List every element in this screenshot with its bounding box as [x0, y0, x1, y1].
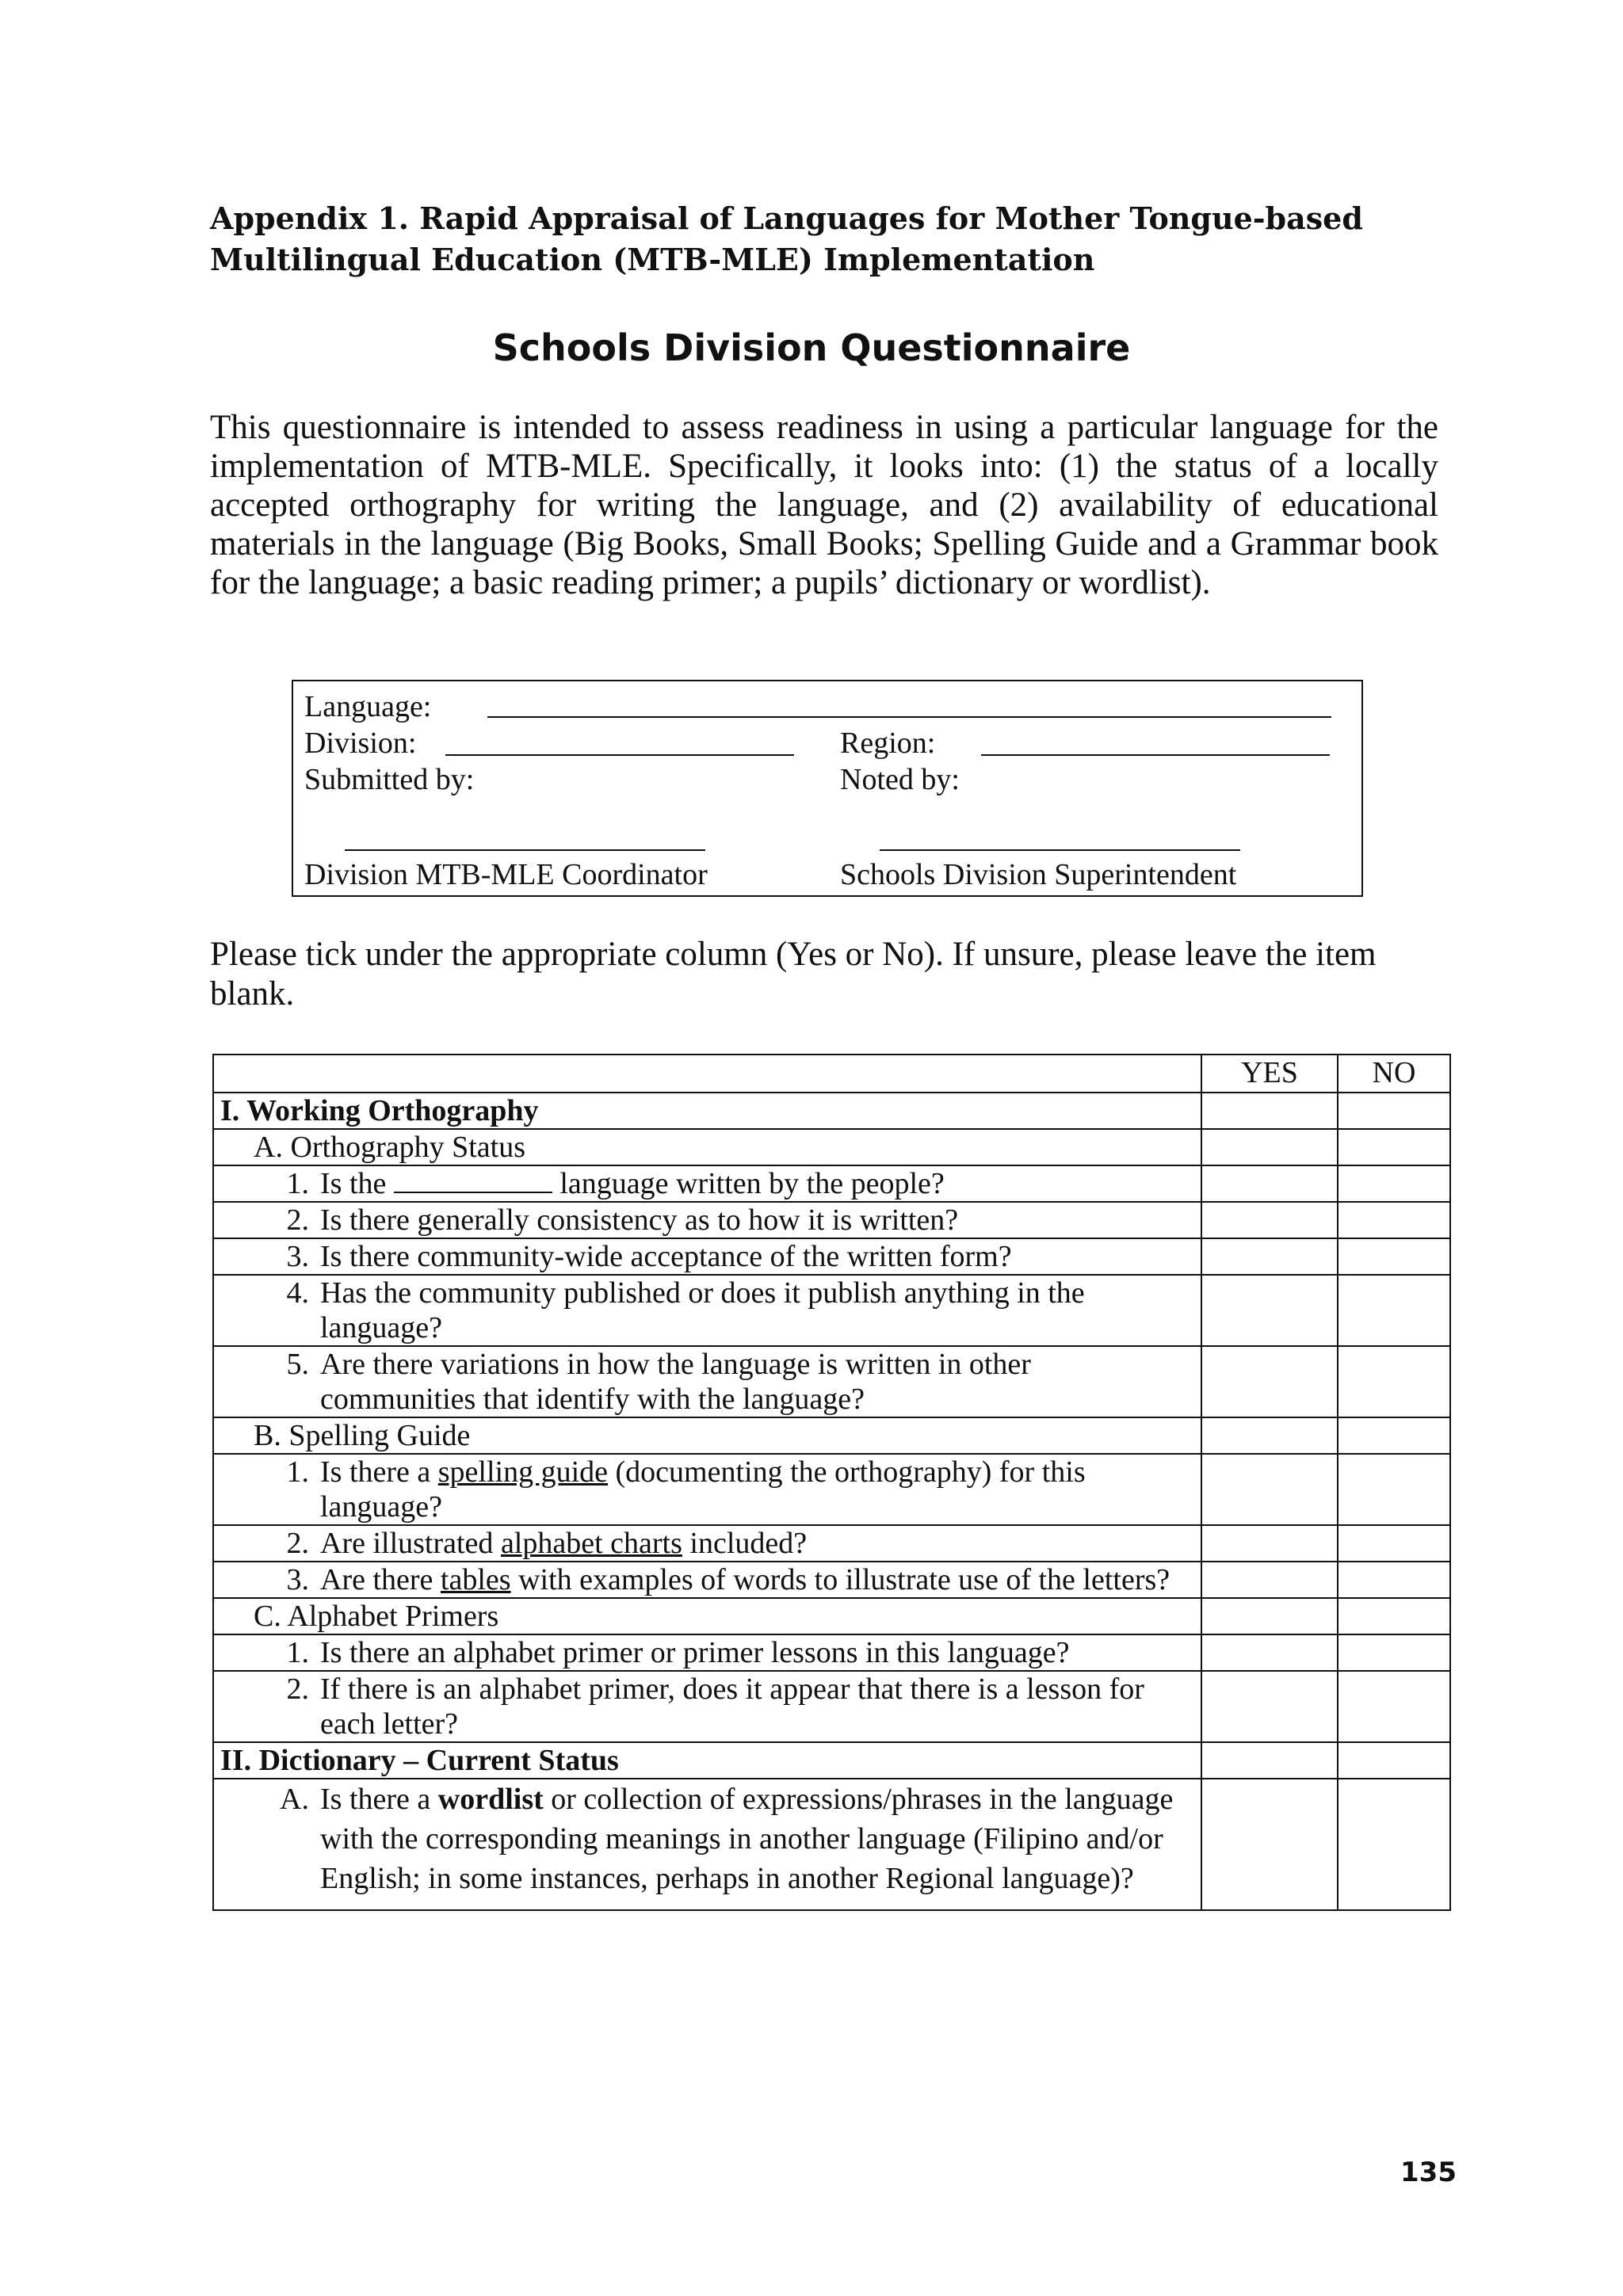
- section-row: [213, 1093, 1450, 1129]
- yes-checkbox[interactable]: [1201, 1742, 1338, 1779]
- question-number: 1.: [286, 1455, 309, 1489]
- question-number: 5.: [286, 1348, 309, 1381]
- yes-checkbox[interactable]: [1201, 1346, 1338, 1417]
- yes-checkbox[interactable]: [1201, 1275, 1338, 1346]
- yes-checkbox[interactable]: [1201, 1417, 1338, 1454]
- division-label: Division:: [304, 727, 417, 760]
- yes-checkbox[interactable]: [1201, 1598, 1338, 1634]
- no-checkbox[interactable]: [1338, 1202, 1450, 1238]
- region-field[interactable]: [981, 754, 1330, 756]
- yes-checkbox[interactable]: [1201, 1238, 1338, 1275]
- no-checkbox[interactable]: [1338, 1093, 1450, 1129]
- question-text: Is the language written by the people?: [320, 1167, 945, 1200]
- no-checkbox[interactable]: [1338, 1454, 1450, 1525]
- submission-info-box: [292, 680, 1363, 897]
- question-row: [213, 1562, 1450, 1598]
- question-text: Is there generally consistency as to how it is written?: [320, 1203, 959, 1237]
- yes-checkbox[interactable]: [1201, 1562, 1338, 1598]
- question-text: Are illustrated alphabet charts included?: [320, 1527, 808, 1560]
- yes-checkbox[interactable]: [1201, 1525, 1338, 1562]
- question-row: [213, 1275, 1450, 1346]
- instructions-paragraph: Please tick under the appropriate column (Yes or No). If unsure, please leave the item blank.: [210, 936, 1377, 1013]
- question-number: 2.: [286, 1672, 309, 1706]
- no-checkbox[interactable]: [1338, 1525, 1450, 1562]
- division-field[interactable]: [445, 754, 794, 756]
- noted-by-label: Noted by:: [840, 763, 960, 796]
- subsection-spelling-guide: B. Spelling Guide: [254, 1419, 471, 1452]
- section-dictionary-status: II. Dictionary – Current Status: [220, 1744, 619, 1777]
- question-text: Has the community published or does it publish anything in the language?: [320, 1276, 1085, 1344]
- section-row: [213, 1742, 1450, 1779]
- region-label: Region:: [840, 727, 936, 760]
- yes-checkbox[interactable]: [1201, 1779, 1338, 1910]
- superintendent-signature-line[interactable]: [880, 849, 1240, 851]
- no-column-header: NO: [1338, 1055, 1450, 1093]
- question-text: Is there a spelling guide (documenting the orthography) for this language?: [320, 1455, 1086, 1524]
- intro-paragraph: This questionnaire is intended to assess readiness in using a particular language for the implementation of MTB-MLE. Specifically, it looks into: (1) the status of a locally accepted orthography for writing the language, and (2) availability of educational materials in the language (Big Books, Small Books; Spelling Guide and a Grammar book for the language; a basic reading primer; a pupils’ dictionary or wordlist).: [210, 409, 1438, 601]
- no-checkbox[interactable]: [1338, 1562, 1450, 1598]
- no-checkbox[interactable]: [1338, 1129, 1450, 1165]
- yes-checkbox[interactable]: [1201, 1093, 1338, 1129]
- no-checkbox[interactable]: [1338, 1417, 1450, 1454]
- table-header-row: [213, 1055, 1450, 1093]
- subsection-row: [213, 1129, 1450, 1165]
- yes-checkbox[interactable]: [1201, 1129, 1338, 1165]
- page-number: 135: [1400, 2157, 1457, 2188]
- questionnaire-table: [212, 1054, 1451, 1911]
- question-row: [213, 1238, 1450, 1275]
- language-label: Language:: [304, 690, 432, 723]
- coordinator-signature-line[interactable]: [345, 849, 705, 851]
- subsection-row: [213, 1417, 1450, 1454]
- question-row: [213, 1525, 1450, 1562]
- appendix-heading: Appendix 1. Rapid Appraisal of Languages for Mother Tongue-based Multilingual Education (MTB-MLE) Implementation: [210, 200, 1363, 277]
- header-blank-cell: [213, 1055, 1201, 1093]
- question-number: 1.: [286, 1167, 309, 1200]
- yes-checkbox[interactable]: [1201, 1202, 1338, 1238]
- question-number: 3.: [286, 1563, 309, 1596]
- question-text: Is there an alphabet primer or primer lessons in this language?: [320, 1636, 1070, 1669]
- question-text: Is there a wordlist or collection of expressions/phrases in the language with the corresponding meanings in another language (Filipino and/or English; in some instances, perhaps in another Regional language)?: [320, 1783, 1174, 1895]
- no-checkbox[interactable]: [1338, 1165, 1450, 1202]
- question-row: [213, 1779, 1450, 1910]
- question-row: [213, 1202, 1450, 1238]
- no-checkbox[interactable]: [1338, 1275, 1450, 1346]
- no-checkbox[interactable]: [1338, 1598, 1450, 1634]
- question-text: Are there variations in how the language is written in other communities that identify with the language?: [320, 1348, 1031, 1416]
- question-row: [213, 1165, 1450, 1202]
- coordinator-label: Division MTB-MLE Coordinator: [304, 858, 708, 891]
- no-checkbox[interactable]: [1338, 1671, 1450, 1742]
- question-row: [213, 1454, 1450, 1525]
- submitted-by-label: Submitted by:: [304, 763, 475, 796]
- question-number: 3.: [286, 1240, 309, 1273]
- question-number: A.: [280, 1783, 309, 1816]
- subsection-orthography-status: A. Orthography Status: [254, 1131, 526, 1164]
- yes-checkbox[interactable]: [1201, 1671, 1338, 1742]
- subsection-alphabet-primers: C. Alphabet Primers: [254, 1600, 499, 1633]
- superintendent-label: Schools Division Superintendent: [840, 858, 1237, 891]
- language-name-blank[interactable]: [394, 1168, 552, 1193]
- yes-checkbox[interactable]: [1201, 1634, 1338, 1671]
- no-checkbox[interactable]: [1338, 1238, 1450, 1275]
- question-number: 4.: [286, 1276, 309, 1310]
- language-field[interactable]: [487, 716, 1331, 718]
- question-text: Is there community-wide acceptance of the written form?: [320, 1240, 1012, 1273]
- question-text: If there is an alphabet primer, does it appear that there is a lesson for each letter?: [320, 1672, 1144, 1741]
- question-text: Are there tables with examples of words to illustrate use of the letters?: [320, 1563, 1170, 1596]
- question-number: 2.: [286, 1527, 309, 1560]
- no-checkbox[interactable]: [1338, 1634, 1450, 1671]
- no-checkbox[interactable]: [1338, 1742, 1450, 1779]
- yes-column-header: YES: [1201, 1055, 1338, 1093]
- page-title: Schools Division Questionnaire: [492, 326, 1131, 369]
- yes-checkbox[interactable]: [1201, 1454, 1338, 1525]
- yes-checkbox[interactable]: [1201, 1165, 1338, 1202]
- subsection-row: [213, 1598, 1450, 1634]
- question-row: [213, 1346, 1450, 1417]
- question-number: 1.: [286, 1636, 309, 1669]
- no-checkbox[interactable]: [1338, 1779, 1450, 1910]
- no-checkbox[interactable]: [1338, 1346, 1450, 1417]
- section-working-orthography: I. Working Orthography: [220, 1094, 539, 1127]
- question-number: 2.: [286, 1203, 309, 1237]
- question-row: [213, 1634, 1450, 1671]
- question-row: [213, 1671, 1450, 1742]
